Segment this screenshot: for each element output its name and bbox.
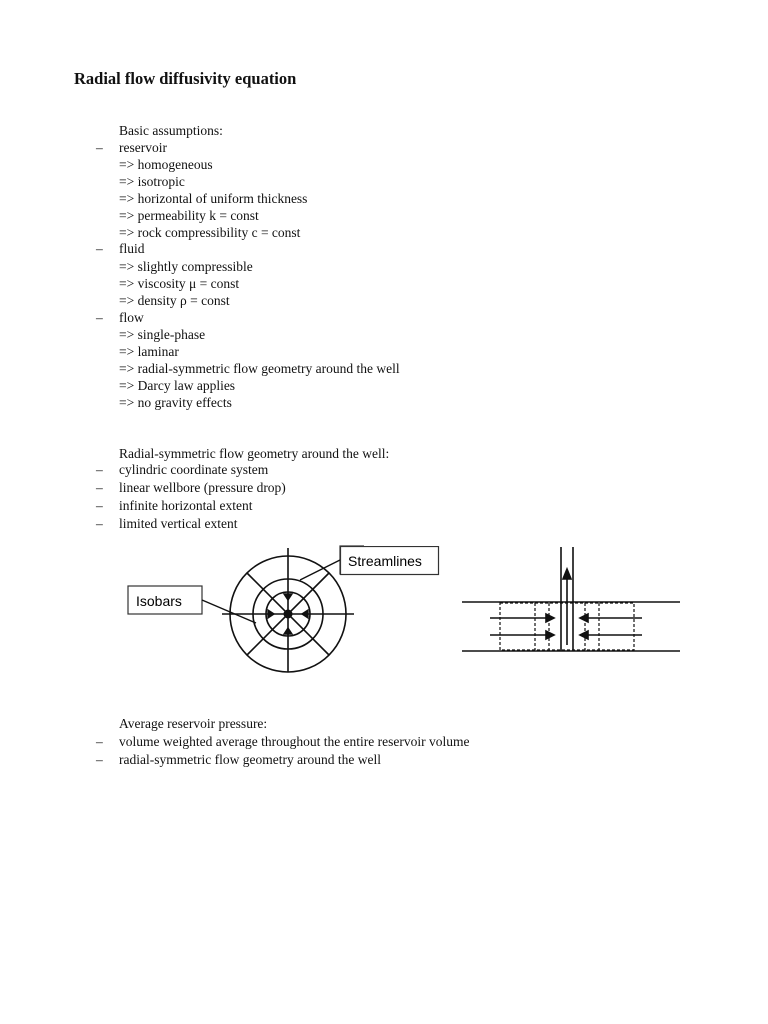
dash-marker: – [96, 140, 103, 155]
group-label-fluid: fluid [119, 241, 145, 256]
list-item: => laminar [119, 344, 179, 359]
dash-marker: – [96, 498, 103, 513]
list-item: => Darcy law applies [119, 378, 236, 393]
list-item: limited vertical extent [119, 516, 238, 531]
wellbore-section-diagram [462, 545, 682, 665]
list-item: cylindric coordinate system [119, 462, 269, 477]
list-item: => homogeneous [119, 157, 213, 172]
group-label-flow: flow [119, 310, 144, 325]
list-item: => isotropic [119, 174, 185, 189]
streamlines-label: Streamlines [348, 553, 422, 569]
dash-marker: – [96, 310, 103, 325]
radial-heading: Radial-symmetric flow geometry around the well: [119, 446, 390, 461]
average-heading: Average reservoir pressure: [119, 716, 268, 731]
list-item: => density ρ = const [119, 293, 230, 308]
isobars-label: Isobars [136, 593, 182, 609]
list-item: => no gravity effects [119, 395, 232, 410]
assumptions-heading: Basic assumptions: [119, 123, 223, 138]
dash-marker: – [96, 241, 103, 256]
dash-marker: – [96, 516, 103, 531]
document-title: Radial flow diffusivity equation [74, 69, 297, 88]
list-item: => viscosity μ = const [119, 276, 240, 291]
list-item: linear wellbore (pressure drop) [119, 480, 286, 495]
radial-flow-diagram [124, 540, 364, 680]
dash-marker: – [96, 462, 103, 477]
list-item: => horizontal of uniform thickness [119, 191, 308, 206]
group-label-reservoir: reservoir [119, 140, 167, 155]
list-item: radial-symmetric flow geometry around the well [119, 752, 382, 767]
dash-marker: – [96, 480, 103, 495]
dash-marker: – [96, 752, 103, 767]
list-item: infinite horizontal extent [119, 498, 253, 513]
list-item: volume weighted average throughout the entire reservoir volume [119, 734, 470, 749]
list-item: => single-phase [119, 327, 206, 342]
list-item: => rock compressibility c = const [119, 225, 301, 240]
list-item: => permeability k = const [119, 208, 259, 223]
list-item: => radial-symmetric flow geometry around the well [119, 361, 400, 376]
list-item: => slightly compressible [119, 259, 253, 274]
streamlines-callout [340, 546, 450, 578]
dash-marker: – [96, 734, 103, 749]
